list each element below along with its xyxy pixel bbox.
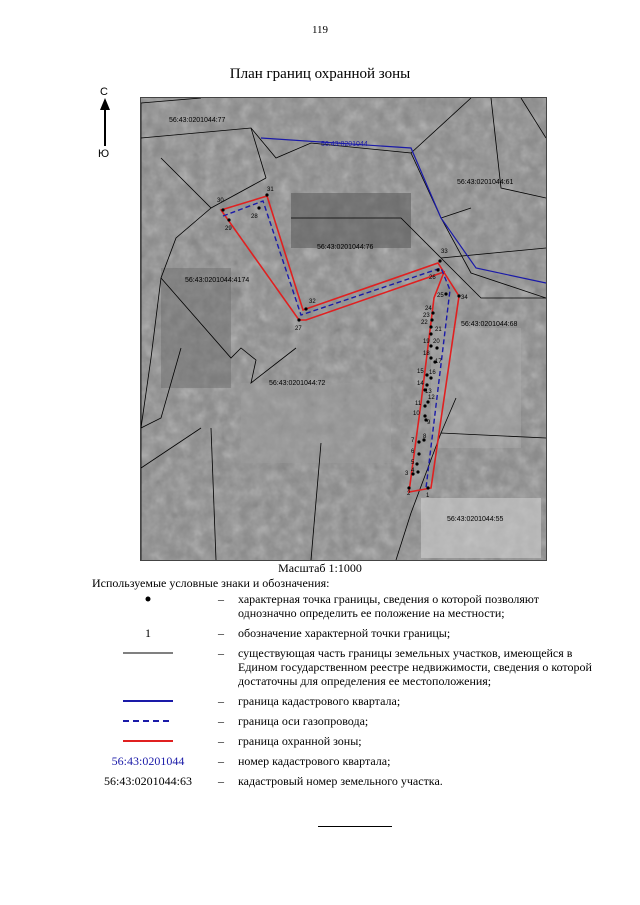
parcel-label: 56:43:0201044:68 xyxy=(461,321,518,328)
point-label: 15 xyxy=(417,369,424,375)
point-label: 30 xyxy=(217,198,224,204)
legend-item: 1 – обозначение характерной точки границы; xyxy=(145,626,451,640)
point-label: 2 xyxy=(407,491,411,497)
point-label: 14 xyxy=(417,381,424,387)
north-arrow-icon xyxy=(99,98,111,148)
point-label: 3 xyxy=(405,471,409,477)
map-area xyxy=(140,97,547,561)
point-label: 22 xyxy=(421,320,428,326)
parcel-line-symbol-icon xyxy=(123,650,173,656)
legend-item: 56:43:0201044 – номер кадастрового квартала; xyxy=(111,754,391,768)
north-label: С xyxy=(100,86,108,98)
point-label: 31 xyxy=(267,187,274,193)
point-label: 5 xyxy=(411,460,415,466)
point-label: 13 xyxy=(425,389,432,395)
parcel-label: 56:43:0201044:77 xyxy=(169,117,226,124)
point-label: 20 xyxy=(433,339,440,345)
zone-line-symbol-icon xyxy=(123,738,173,744)
point-label: 17 xyxy=(435,359,442,365)
legend-item: – характерная точка границы, сведения о которой позволяют однозначно определить ее положение на местности; xyxy=(92,592,592,620)
point-label: 16 xyxy=(429,370,436,376)
point-label: 19 xyxy=(423,339,430,345)
north-arrow xyxy=(96,86,116,166)
legend-title: Используемые условные знаки и обозначения: xyxy=(92,576,330,590)
legend-item: – граница оси газопровода; xyxy=(92,714,592,728)
point-label: 9 xyxy=(427,420,431,426)
point-symbol-icon xyxy=(144,595,152,603)
point-label: 29 xyxy=(225,226,232,232)
parcel-label: 56:43:0201044:76 xyxy=(317,244,374,251)
legend-item: – граница кадастрового квартала; xyxy=(92,694,592,708)
point-label: 33 xyxy=(441,249,448,255)
point-label: 7 xyxy=(411,438,415,444)
point-label: 24 xyxy=(425,306,432,312)
quarter-line-symbol-icon xyxy=(123,698,173,704)
legend-item: – существующая часть границы земельных участков, имеющейся в Едином государственном реестре недвижимости, сведения о которой достаточны для определения ее местоположения; xyxy=(92,646,592,688)
legend-item: 56:43:0201044:63 – кадастровый номер земельного участка. xyxy=(103,774,443,788)
point-label: 21 xyxy=(435,327,442,333)
parcel-label: 56:43:0201044:72 xyxy=(269,380,326,387)
point-label: 18 xyxy=(423,351,430,357)
point-label: 1 xyxy=(426,493,430,499)
parcel-label: 56:43:0201044:4174 xyxy=(185,277,250,284)
parcel-label: 56:43:0201044:55 xyxy=(447,516,504,523)
point-label: 34 xyxy=(461,295,468,301)
plan-title: План границ охранной зоны xyxy=(229,66,411,82)
parcel-label: 56:43:0201044:61 xyxy=(457,179,514,186)
point-label: 25 xyxy=(437,293,444,299)
point-label: 11 xyxy=(415,401,422,407)
point-label: 32 xyxy=(309,299,316,305)
point-label: 6 xyxy=(411,449,415,455)
point-label: 10 xyxy=(413,411,420,417)
gas-axis-symbol-icon xyxy=(123,718,173,724)
point-label: 4 xyxy=(411,468,415,474)
point-label: 23 xyxy=(423,313,430,319)
point-label: 27 xyxy=(295,326,302,332)
point-label: 12 xyxy=(428,395,435,401)
point-label: 8 xyxy=(423,434,427,440)
map-canvas xyxy=(141,98,546,560)
legend xyxy=(92,592,592,794)
page-number: 119 xyxy=(311,24,329,36)
south-label: Ю xyxy=(98,148,110,160)
footer-divider xyxy=(318,826,392,827)
point-label: 26 xyxy=(429,275,436,281)
point-label: 28 xyxy=(251,214,258,220)
map-scale: Масштаб 1:1000 xyxy=(278,561,362,575)
quarter-number-label: 56:43:0201044 xyxy=(321,141,368,148)
legend-item: – граница охранной зоны; xyxy=(92,734,592,748)
